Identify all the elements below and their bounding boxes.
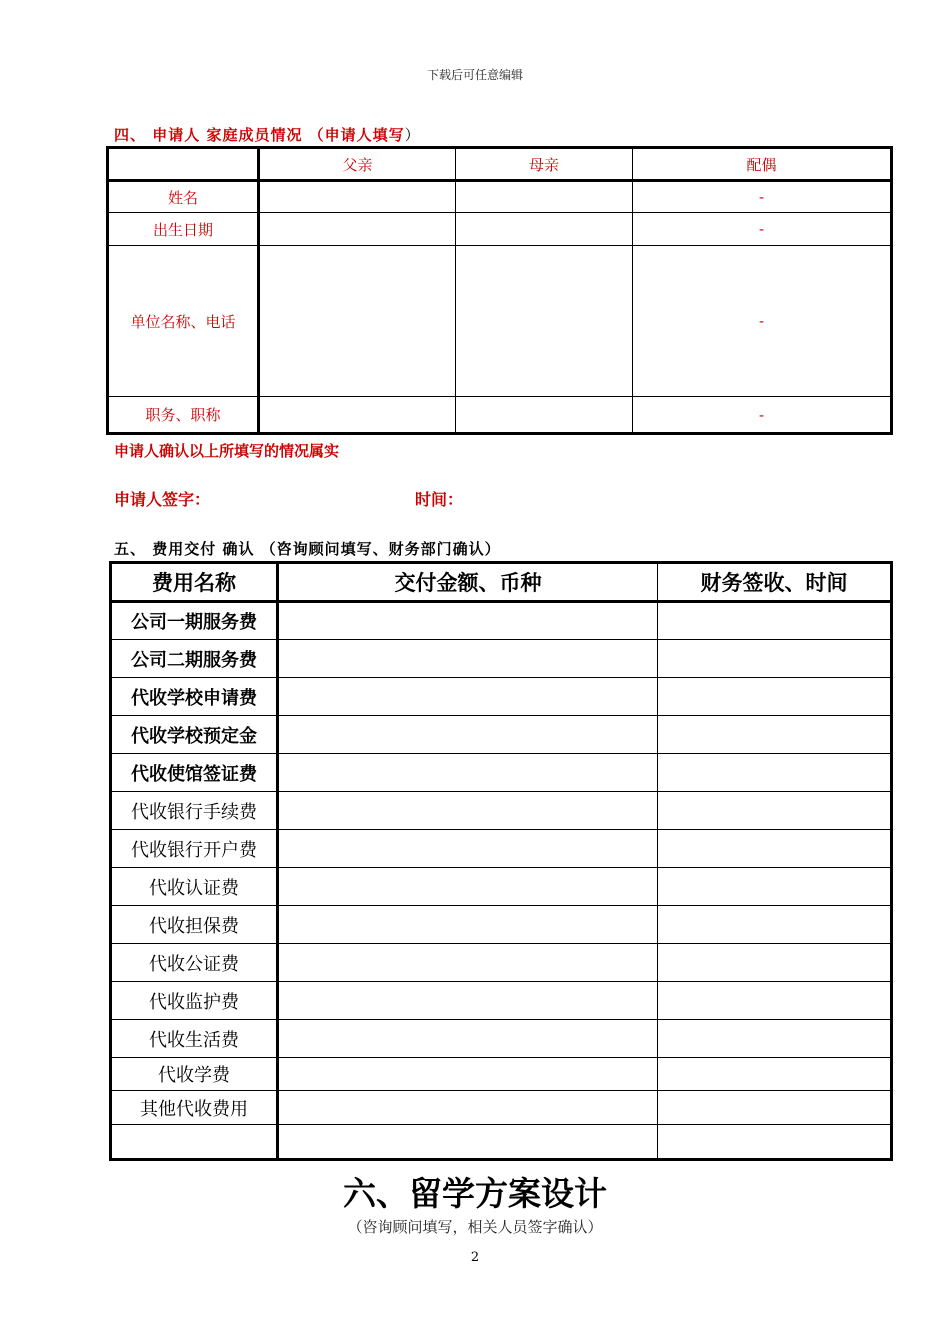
- cell-mother-birthdate[interactable]: [456, 213, 633, 246]
- fee-amount-cell[interactable]: [278, 1091, 658, 1125]
- fee-signoff-cell[interactable]: [658, 1058, 892, 1091]
- header-note: 下载后可任意编辑: [426, 68, 523, 82]
- header-fee-name: 费用名称: [111, 563, 278, 602]
- fee-signoff-cell[interactable]: [658, 868, 892, 906]
- fee-amount-cell[interactable]: [278, 982, 658, 1020]
- fee-signoff-cell[interactable]: [658, 1020, 892, 1058]
- fee-payment-table: [109, 561, 893, 1161]
- cell-mother-position[interactable]: [456, 397, 633, 434]
- fee-name: 代收认证费: [111, 868, 278, 906]
- fee-signoff-cell[interactable]: [658, 1091, 892, 1125]
- fee-amount-cell[interactable]: [278, 754, 658, 792]
- header-spouse: 配偶: [633, 148, 892, 181]
- fee-name: 公司二期服务费: [111, 640, 278, 678]
- header-amount-currency: 交付金额、币种: [278, 563, 658, 602]
- header-finance-signoff: 财务签收、时间: [658, 563, 892, 602]
- fee-signoff-cell[interactable]: [658, 1125, 892, 1160]
- row-label-birthdate: 出生日期: [108, 213, 259, 246]
- row-label-employer: 单位名称、电话: [108, 246, 259, 397]
- section6-title: 六、留学方案设计: [343, 1174, 607, 1213]
- fee-name: 代收担保费: [111, 906, 278, 944]
- cell-mother-name[interactable]: [456, 181, 633, 213]
- header-father: 父亲: [259, 148, 456, 181]
- row-label-position: 职务、职称: [108, 397, 259, 434]
- fee-signoff-cell[interactable]: [658, 830, 892, 868]
- fee-signoff-cell[interactable]: [658, 602, 892, 640]
- cell-father-name[interactable]: [259, 181, 456, 213]
- cell-father-employer[interactable]: [259, 246, 456, 397]
- page-number: 2: [470, 1250, 480, 1265]
- fee-signoff-cell[interactable]: [658, 640, 892, 678]
- row-label-name: 姓名: [108, 181, 259, 213]
- cell-mother-employer[interactable]: [456, 246, 633, 397]
- fee-name: 公司一期服务费: [111, 602, 278, 640]
- fee-signoff-cell[interactable]: [658, 792, 892, 830]
- fee-name: 代收银行手续费: [111, 792, 278, 830]
- fee-name: 代收学校预定金: [111, 716, 278, 754]
- fee-amount-cell[interactable]: [278, 1125, 658, 1160]
- fee-amount-cell[interactable]: [278, 1020, 658, 1058]
- header-mother: 母亲: [456, 148, 633, 181]
- fee-name: 代收公证费: [111, 944, 278, 982]
- fee-signoff-cell[interactable]: [658, 906, 892, 944]
- signature-time-label: 时间：: [415, 490, 464, 509]
- fee-amount-cell[interactable]: [278, 678, 658, 716]
- fee-amount-cell[interactable]: [278, 944, 658, 982]
- fee-name: 代收银行开户费: [111, 830, 278, 868]
- fee-amount-cell[interactable]: [278, 602, 658, 640]
- cell-father-birthdate[interactable]: [259, 213, 456, 246]
- section4-title-text: 四、 申请人 家庭成员情况 （申请人填写: [114, 126, 405, 144]
- fee-signoff-cell[interactable]: [658, 716, 892, 754]
- fee-name: 代收学校申请费: [111, 678, 278, 716]
- cell-spouse-employer[interactable]: -: [633, 246, 892, 397]
- section4-title-close: ）: [404, 126, 421, 144]
- fee-amount-cell[interactable]: [278, 640, 658, 678]
- cell-spouse-position[interactable]: -: [633, 397, 892, 434]
- fee-name: 其他代收费用: [111, 1091, 278, 1125]
- family-members-table: [106, 146, 893, 435]
- section6-subtitle: （咨询顾问填写，相关人员签字确认）: [347, 1218, 603, 1236]
- fee-amount-cell[interactable]: [278, 830, 658, 868]
- section5-title: 五、 费用交付 确认 （咨询顾问填写、财务部门确认）: [114, 540, 501, 558]
- fee-name: 代收学费: [111, 1058, 278, 1091]
- fee-amount-cell[interactable]: [278, 868, 658, 906]
- confirm-statement: 申请人确认以上所填写的情况属实: [114, 442, 340, 460]
- fee-signoff-cell[interactable]: [658, 678, 892, 716]
- section4-title: [114, 124, 421, 145]
- fee-signoff-cell[interactable]: [658, 944, 892, 982]
- fee-signoff-cell[interactable]: [658, 754, 892, 792]
- fee-amount-cell[interactable]: [278, 1058, 658, 1091]
- cell-spouse-name[interactable]: -: [633, 181, 892, 213]
- fee-name-blank[interactable]: [111, 1125, 278, 1160]
- fee-amount-cell[interactable]: [278, 906, 658, 944]
- fee-name: 代收生活费: [111, 1020, 278, 1058]
- fee-name: 代收使馆签证费: [111, 754, 278, 792]
- cell-spouse-birthdate[interactable]: -: [633, 213, 892, 246]
- header-blank: [108, 148, 259, 181]
- fee-signoff-cell[interactable]: [658, 982, 892, 1020]
- fee-amount-cell[interactable]: [278, 792, 658, 830]
- cell-father-position[interactable]: [259, 397, 456, 434]
- applicant-signature-label: 申请人签字：: [114, 490, 211, 509]
- fee-name: 代收监护费: [111, 982, 278, 1020]
- fee-amount-cell[interactable]: [278, 716, 658, 754]
